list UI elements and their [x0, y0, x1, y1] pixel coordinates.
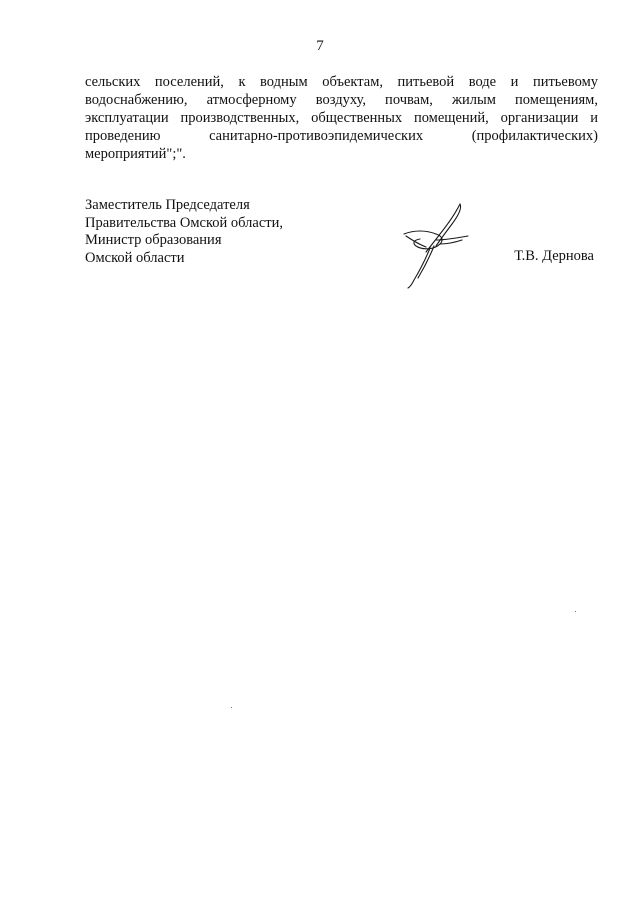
body-paragraph	[85, 73, 598, 163]
position-line: Министр образования	[85, 232, 222, 248]
paragraph-line: сельских поселений, к водным объектам, питьевой воде и питьевому	[85, 74, 598, 90]
position-line: Омской области	[85, 249, 185, 266]
signatory-name: Т.В. Дернова	[514, 248, 594, 264]
scan-speck	[231, 707, 232, 708]
page-number: 7	[316, 38, 324, 54]
paragraph-line: водоснабжению, атмосферному воздуху, почвам, жилым помещениям,	[85, 92, 598, 108]
paragraph-line: мероприятий";".	[85, 146, 186, 162]
handwritten-signature-icon	[396, 200, 476, 290]
paragraph-line: эксплуатации производственных, общественных помещений, организации и	[85, 110, 598, 126]
position-line: Правительства Омской области,	[85, 214, 283, 231]
paragraph-line: проведению санитарно-противоэпидемических (профилактических)	[85, 128, 598, 144]
position-line: Заместитель Председателя	[85, 197, 250, 213]
scan-speck	[575, 611, 576, 612]
signatory-position	[85, 197, 385, 267]
